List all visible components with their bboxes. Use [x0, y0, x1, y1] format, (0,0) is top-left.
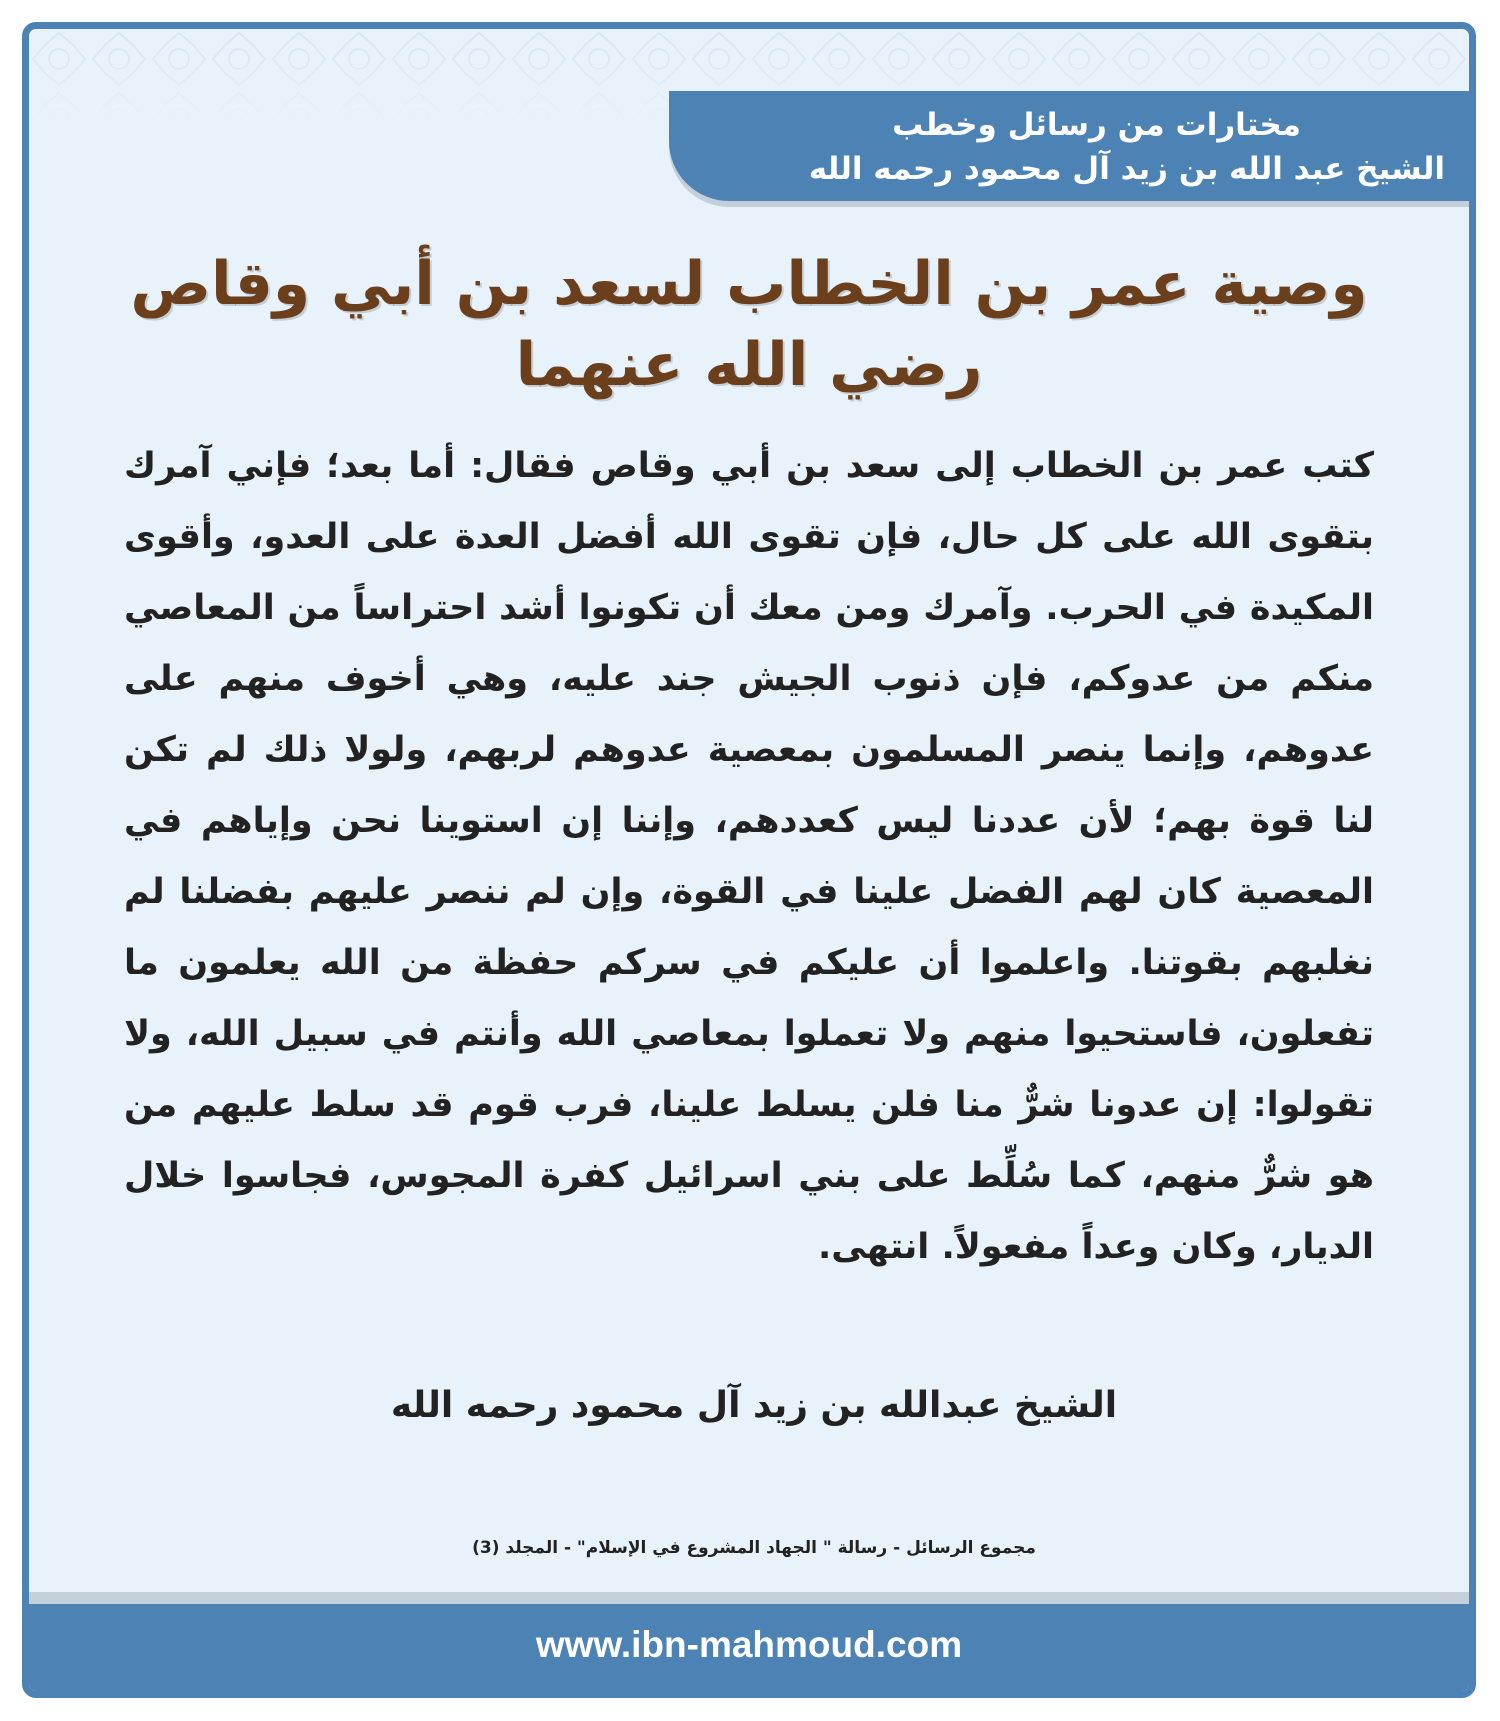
footer-bar [29, 1604, 1469, 1698]
body-text: كتب عمر بن الخطاب إلى سعد بن أبي وقاص فقال: أما بعد؛ فإني آمرك بتقوى الله على كل حال، فإن تقوى الله أفضل العدة على العدو، وأقوى المكيدة في الحرب. وآمرك ومن معك أن تكونوا أشد احتراساً من المعاصي منكم من عدوكم، فإن ذنوب الجيش جند عليه، وهي أخوف منهم على عدوهم، وإنما ينصر المسلمون بمعصية عدوهم لربهم، ولولا ذلك لم تكن لنا قوة بهم؛ لأن عددنا ليس كعددهم، وإننا إن استوينا نحن وإياهم في المعصية كان لهم الفضل علينا في القوة، وإن لم ننصر عليهم بفضلنا لم نغلبهم بقوتنا. واعلموا أن عليكم في سركم حفظة من الله يعلمون ما تفعلون، فاستحيوا منهم ولا تعملوا بمعاصي الله وأنتم في سبيل الله، ولا تقولوا: إن عدونا شرٌّ منا فلن يسلط علينا، فرب قوم قد سلط عليهم من هو شرٌّ منهم، كما سُلِّط على بني اسرائيل كفرة المجوس، فجاسوا خلال الديار، وكان وعداً مفعولاً. انتهى. [124, 446, 1374, 1267]
header-series-title: مختارات من رسائل وخطب [892, 107, 1301, 143]
footer-divider [29, 1592, 1469, 1604]
header-banner [669, 91, 1469, 201]
website-link[interactable]: www.ibn-mahmoud.com [535, 1624, 963, 1665]
source-citation: مجموع الرسائل - رسالة " الجهاد المشروع في الإسلام" - المجلد (3) [472, 1538, 1036, 1558]
signature: الشيخ عبدالله بن زيد آل محمود رحمه الله [390, 1385, 1118, 1426]
page-title-line-1: وصية عمر بن الخطاب لسعد بن أبي وقاص [130, 249, 1368, 319]
card-frame [22, 22, 1476, 1698]
header-author: الشيخ عبد الله بن زيد آل محمود رحمه الله [808, 151, 1445, 187]
page-title-line-2: رضي الله عنهما [515, 330, 983, 400]
